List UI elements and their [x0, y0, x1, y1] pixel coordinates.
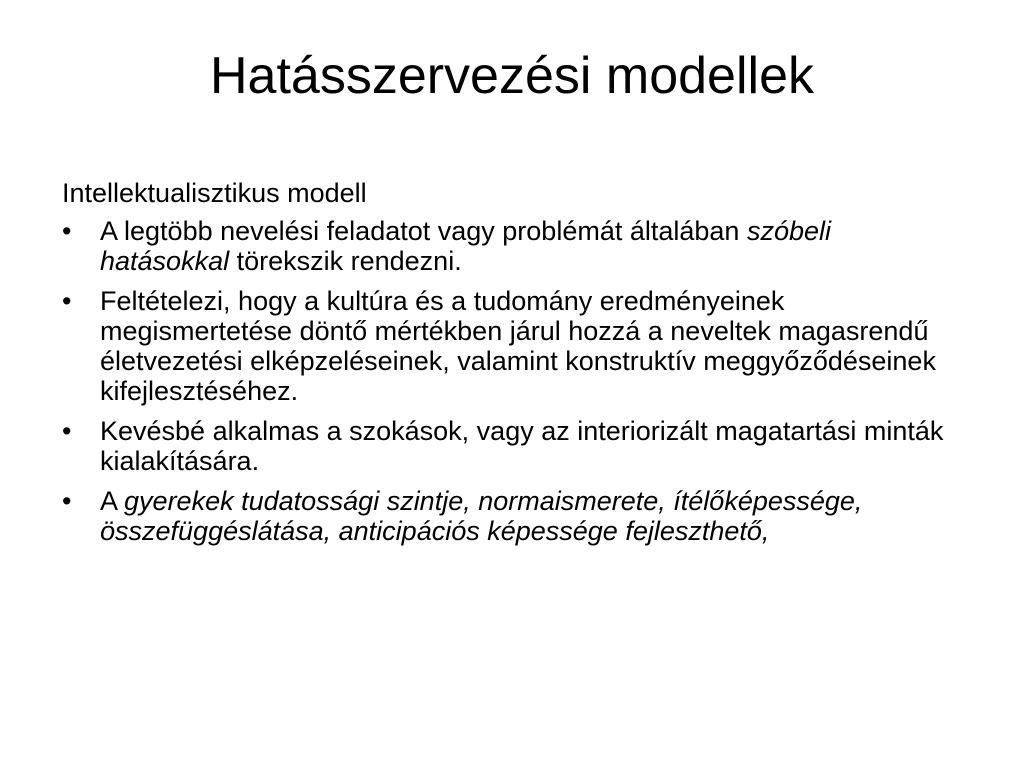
bullet-icon: • [62, 286, 72, 316]
bullet-text-segment: A legtöbb nevelési feladatot vagy problémát általában [100, 216, 747, 246]
bullet-text-emphasis: szóbeli hatásokkal [100, 216, 831, 276]
bullet-text-segment: törekszik rendezni. [229, 246, 462, 276]
bullet-item [62, 486, 962, 546]
bullet-icon: • [62, 416, 72, 446]
bullet-icon: • [62, 216, 72, 246]
bullet-text-segment: A [100, 486, 125, 516]
bullet-item [62, 216, 962, 276]
slide-title: Hatásszervezési modellek [209, 47, 815, 105]
bullet-item [62, 416, 962, 476]
bullet-text-segment: Feltételezi, hogy a kultúra és a tudomány eredményeinek megismertetése döntő mértékben járul hozzá a neveltek magasrendű életvezetési elképzeléseinek, valamint konstruktív meggyőződéseinek kifejlesztéséhez. [100, 286, 936, 406]
bullet-item [62, 286, 962, 406]
subheading: Intellektualisztikus modell [62, 178, 367, 208]
bullet-list [62, 216, 962, 546]
bullet-text-segment: Kevésbé alkalmas a szokások, vagy az interiorizált magatartási minták kialakítására. [100, 416, 944, 476]
slide-content [62, 178, 962, 556]
bullet-text-emphasis: gyerekek tudatossági szintje, normaismerete, ítélőképessége, összefüggéslátása, anticipációs képessége fejleszthető, [100, 486, 863, 546]
bullet-icon: • [62, 486, 72, 516]
